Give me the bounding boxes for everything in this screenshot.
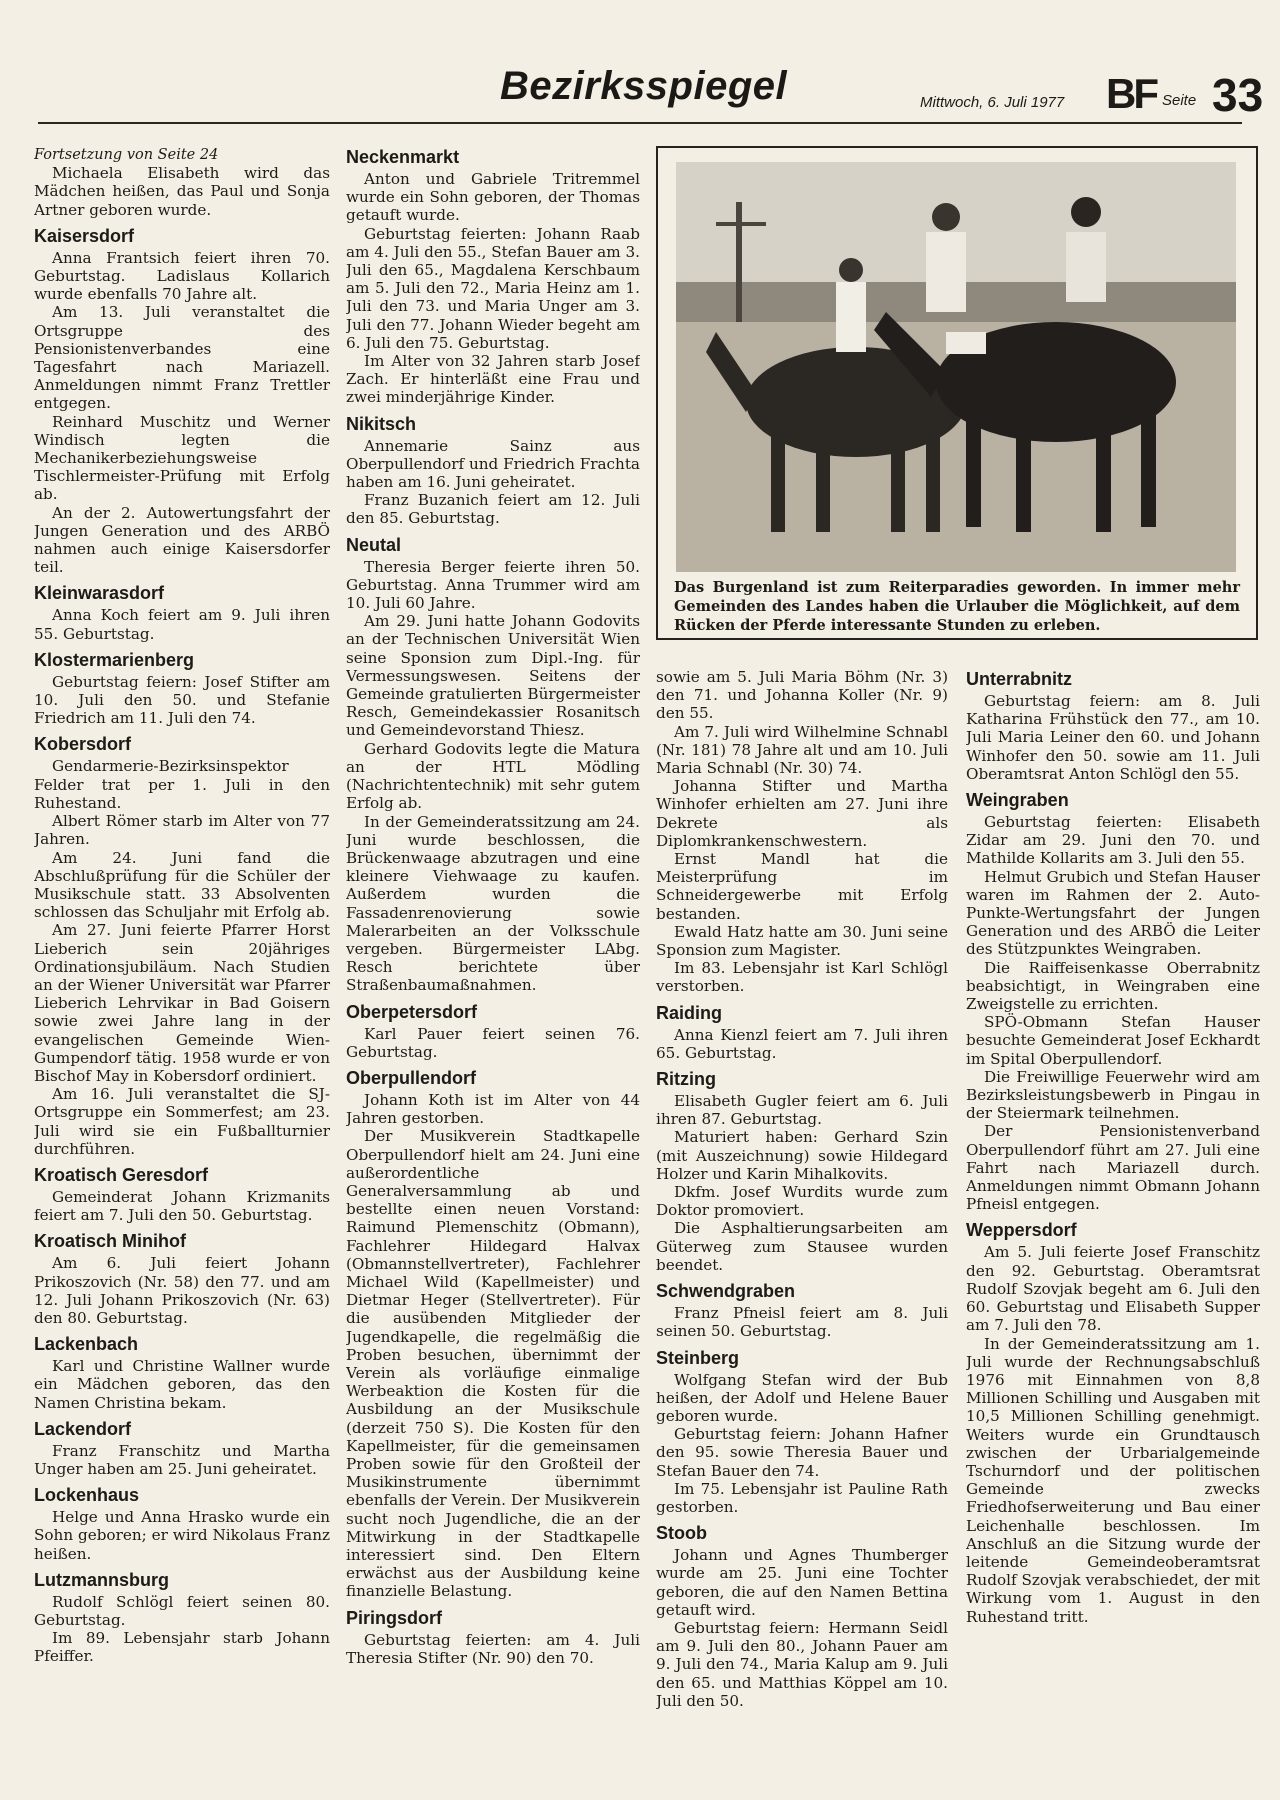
article-paragraph: sowie am 5. Juli Maria Böhm (Nr. 3) den 71. und Johanna Koller (Nr. 9) den 55. — [656, 668, 948, 723]
section-title: Bezirksspiegel — [500, 64, 788, 108]
article-paragraph: Dkfm. Josef Wurdits wurde zum Doktor promoviert. — [656, 1183, 948, 1220]
article-paragraph: Am 16. Juli veranstaltet die SJ-Ortsgruppe ein Sommerfest; am 23. Juli wird sie ein Fußballturnier durchführen. — [34, 1085, 330, 1158]
article-paragraph: In der Gemeinderatssitzung am 24. Juni wurde beschlossen, die Brückenwaage abzutragen und eine kleinere Viehwaage zu kaufen. Außerdem wurden die Fassadenrenovierung sowie Malerarbeiten an der Volksschule vergeben. Bürgermeister LAbg. Resch berichtete über Straßenbaumaßnahmen. — [346, 812, 640, 995]
heading-kroatisch-minihof: Kroatisch Minihof — [34, 1231, 186, 1252]
page-label: Seite — [1162, 92, 1197, 109]
article-paragraph: Annemarie Sainz aus Oberpullendorf und Friedrich Frachta haben am 16. Juni geheiratet. — [346, 436, 640, 492]
article-paragraph: Am 29. Juni hatte Johann Godovits an der Technischen Universität Wien seine Sponsion zum Dipl.-Ing. für Vermessungswesen. Seitens der Gemeinde gratulierten Bürgermeister Resch, Gemeindekassier Rosanitsch und Gemeindevorstand Thiesz. — [346, 612, 640, 740]
article-paragraph: Johann und Agnes Thumberger wurde am 25. Juni eine Tochter geboren, die auf den Namen Bettina getauft wird. — [656, 1546, 948, 1619]
article-paragraph: Am 7. Juli wird Wilhelmine Schnabl (Nr. 181) 78 Jahre alt und am 10. Juli Maria Schnabl (Nr. 30) 74. — [656, 722, 948, 778]
article-paragraph: Johanna Stifter und Martha Winhofer erhielten am 27. Juni ihre Dekrete als Diplomkrankenschwestern. — [656, 777, 948, 850]
article-paragraph: Geburtstag feierten: Johann Raab am 4. Juli den 55., Stefan Bauer am 3. Juli den 65., Magdalena Kerschbaum am 5. Juli den 72., Maria Heinz am 1. Juli den 73. und Maria Unger am 3. Juli den 77. Johann Wieder begeht am 6. Juli den 75. Geburtstag. — [346, 224, 640, 352]
article-paragraph: Helmut Grubich und Stefan Hauser waren im Rahmen der 2. Auto-Punkte-Wertungsfahrt der Jungen Generation und des ARBÖ die Leiter des Stützpunktes Weingraben. — [966, 867, 1260, 959]
article-paragraph: Ernst Mandl hat die Meisterprüfung im Schneidergewerbe mit Erfolg bestanden. — [656, 850, 948, 923]
article-paragraph: Anna Frantsich feiert ihren 70. Geburtstag. Ladislaus Kollarich wurde ebenfalls 70 Jahre alt. — [34, 248, 330, 304]
article-paragraph: Im Alter von 32 Jahren starb Josef Zach. Er hinterläßt eine Frau und zwei minderjährige Kinder. — [346, 352, 640, 407]
article-paragraph: Am 5. Juli feierte Josef Franschitz den 92. Geburtstag. Oberamtsrat Rudolf Szovjak begeht am 6. Juli den 60. Geburtstag und Elisabeth Supper am 7. Juli den 78. — [966, 1243, 1260, 1335]
photo-box — [656, 146, 1258, 640]
article-paragraph: Franz Pfneisl feiert am 8. Juli seinen 50. Geburtstag. — [656, 1304, 948, 1341]
issue-date: Mittwoch, 6. Juli 1977 — [920, 94, 1065, 111]
article-paragraph: Der Musikverein Stadtkapelle Oberpullendorf hielt am 24. Juni eine außerordentliche Generalversammlung ab und bestellte einen neuen Vorstand: Raimund Plemenschitz (Obmann), Fachlehrer Hildegard Halvax (Obmannstellvertreter), Fachlehrer Michael Wild (Kapellmeister) und Dietmar Heger (Stellvertreter). Für die ausübenden Mitglieder der Jugendkapelle, die regelmäßig die Proben besuchen, übernimmt der Verein als vorläufige einmalige Werbeaktion die Kosten für die Ausbildung an der Musikschule (derzeit 750 S). Die Kosten für den Kapellmeister, für die gemeinsamen Proben sowie für den Großteil der Musikinstrumente übernimmt ebenfalls der Verein. Der Musikverein sucht noch Jugendliche, die an der Mitwirkung in der Stadtkapelle interessiert sind. Den Eltern erwächst aus der Ausbildung keine finanzielle Belastung. — [346, 1127, 640, 1601]
horse-riders-photo — [676, 162, 1236, 572]
article-paragraph: Albert Römer starb im Alter von 77 Jahren. — [34, 812, 330, 849]
article-paragraph: Wolfgang Stefan wird der Bub heißen, der Adolf und Helene Bauer geboren wurde. — [656, 1370, 948, 1425]
article-paragraph: In der Gemeinderatssitzung am 1. Juli wurde der Rechnungsabschluß 1976 mit Einnahmen von 8,8 Millionen Schilling und Ausgaben mit 10,5 Millionen Schilling genehmigt. Weiters wurde ein Grundtausch zwischen der Urbarialgemeinde Tschurndorf und der politischen Gemeinde zwecks Friedhofserweiterung und Bau einer Leichenhalle beschlossen. Im Anschluß an die Sitzung wurde der leitende Gemeindeoberamtsrat Rudolf Szovjak verabschiedet, der mit Wirkung vom 1. August in den Ruhestand tritt. — [966, 1334, 1260, 1626]
article-paragraph: Geburtstag feiern: Josef Stifter am 10. Juli den 50. und Stefanie Friedrich am 11. Juli den 74. — [34, 672, 330, 728]
heading-lockenhaus: Lockenhaus — [34, 1485, 140, 1506]
heading-weppersdorf: Weppersdorf — [966, 1220, 1077, 1241]
continuation-note: Fortsetzung von Seite 24 — [34, 147, 219, 163]
article-paragraph: Ewald Hatz hatte am 30. Juni seine Sponsion zum Magister. — [656, 922, 948, 960]
article-paragraph: Im 83. Lebensjahr ist Karl Schlögl verstorben. — [656, 959, 948, 996]
heading-raiding: Raiding — [656, 1002, 722, 1023]
article-paragraph: Gendarmerie-Bezirksinspektor Felder trat per 1. Juli in den Ruhestand. — [34, 757, 330, 812]
heading-nikitsch: Nikitsch — [346, 413, 417, 434]
article-paragraph: Im 89. Lebensjahr starb Johann Pfeiffer. — [34, 1629, 330, 1666]
article-paragraph: Geburtstag feiern: Johann Hafner den 95. sowie Theresia Bauer und Stefan Bauer den 74. — [656, 1425, 948, 1480]
article-paragraph: Maturiert haben: Gerhard Szin (mit Auszeichnung) sowie Hildegard Holzer und Karin Mihalkovits. — [656, 1128, 948, 1183]
heading-kleinwarasdorf: Kleinwarasdorf — [34, 583, 165, 604]
column-2 — [346, 146, 640, 1766]
article-paragraph: Helge und Anna Hrasko wurde ein Sohn geboren; er wird Nikolaus Franz heißen. — [34, 1508, 330, 1563]
article-paragraph: Gerhard Godovits legte die Matura an der HTL Mödling (Nachrichtentechnik) mit sehr gutem Erfolg ab. — [346, 739, 640, 813]
heading-lutzmannsburg: Lutzmannsburg — [34, 1569, 169, 1590]
heading-neckenmarkt: Neckenmarkt — [346, 147, 460, 167]
article-paragraph: Am 13. Juli veranstaltet die Ortsgruppe des Pensionistenverbandes eine Tagesfahrt nach Mariazell. Anmeldungen nimmt Franz Trettler entgegen. — [34, 303, 330, 413]
heading-ritzing: Ritzing — [656, 1069, 716, 1090]
heading-schwendgraben: Schwendgraben — [656, 1281, 796, 1302]
article-paragraph: An der 2. Autowertungsfahrt der Jungen Generation und des ARBÖ nahmen auch einige Kaisersdorfer teil. — [34, 503, 330, 577]
article-paragraph: Reinhard Muschitz und Werner Windisch legten die Mechanikerbeziehungsweise Tischlermeister-Prüfung mit Erfolg ab. — [34, 412, 330, 504]
article-paragraph: Franz Franschitz und Martha Unger haben am 25. Juni geheiratet. — [34, 1441, 330, 1478]
heading-steinberg: Steinberg — [656, 1347, 740, 1368]
article-paragraph: Karl und Christine Wallner wurde ein Mädchen geboren, das den Namen Christina bekam. — [34, 1357, 330, 1412]
article-paragraph: Der Pensionistenverband Oberpullendorf führt am 27. Juli eine Fahrt nach Mariazell durch. Anmeldungen nimmt Obmann Johann Pfneisl entgegen. — [966, 1122, 1260, 1214]
article-paragraph: Karl Pauer feiert seinen 76. Geburtstag. — [346, 1024, 640, 1061]
photo-caption: Das Burgenland ist zum Reiterparadies geworden. In immer mehr Gemeinden des Landes haben die Urlauber die Möglichkeit, auf dem Rücken der Pferde interessante Stunden zu erleben. — [674, 579, 1240, 634]
article-paragraph: Gemeinderat Johann Krizmanits feiert am 7. Juli den 50. Geburtstag. — [34, 1187, 330, 1225]
newspaper-logo: BF — [1106, 70, 1156, 117]
article-paragraph: Am 27. Juni feierte Pfarrer Horst Lieberich sein 20jähriges Ordinationsjubiläum. Nach Studien an der Wiener Universität war Pfarrer Lieberich Lehrvikar in Bad Goisern sowie zwei Jahre lang in der evangelischen Gemeinde Wien-Gumpendorf tätig. 1958 wurde er von Bischof May in Kobersdorf ordiniert. — [34, 921, 330, 1085]
article-paragraph: Elisabeth Gugler feiert am 6. Juli ihren 87. Geburtstag. — [656, 1092, 948, 1129]
column-4 — [966, 668, 1260, 1768]
article-paragraph: Anna Kienzl feiert am 7. Juli ihren 65. Geburtstag. — [656, 1025, 948, 1062]
article-paragraph: Geburtstag feierten: Elisabeth Zidar am 29. Juni den 70. und Mathilde Kollarits am 3. Juli den 55. — [966, 813, 1260, 868]
column-3 — [656, 668, 948, 1768]
heading-neutal: Neutal — [346, 534, 402, 555]
article-paragraph: Johann Koth ist im Alter von 44 Jahren gestorben. — [346, 1090, 640, 1128]
article-paragraph: Am 6. Juli feiert Johann Prikoszovich (Nr. 58) den 77. und am 12. Juli Johann Prikoszovich (Nr. 63) den 80. Geburtstag. — [34, 1254, 330, 1327]
horse-riders-illustration — [676, 162, 1236, 572]
heading-lackenbach: Lackenbach — [34, 1334, 139, 1355]
masthead — [38, 60, 1264, 124]
heading-oberpetersdorf: Oberpetersdorf — [346, 1001, 478, 1022]
heading-piringsdorf: Piringsdorf — [346, 1607, 443, 1628]
article-paragraph: Am 24. Juni fand die Abschlußprüfung für die Schüler der Musikschule statt. 33 Absolventen schlossen das Schuljahr mit Erfolg ab. — [34, 848, 330, 922]
heading-oberpullendorf: Oberpullendorf — [346, 1067, 476, 1088]
article-paragraph: Geburtstag feierten: am 4. Juli Theresia Stifter (Nr. 90) den 70. — [346, 1630, 640, 1667]
heading-kroatisch-geresdorf: Kroatisch Geresdorf — [34, 1164, 209, 1185]
article-paragraph: Franz Buzanich feiert am 12. Juli den 85. Geburtstag. — [346, 491, 640, 528]
heading-unterrabnitz: Unterrabnitz — [966, 669, 1073, 689]
article-paragraph: Die Raiffeisenkasse Oberrabnitz beabsichtigt, in Weingraben eine Zweigstelle zu errichten. — [966, 958, 1260, 1014]
heading-kaisersdorf: Kaisersdorf — [34, 225, 135, 246]
article-paragraph: Anton und Gabriele Tritremmel wurde ein Sohn geboren, der Thomas getauft wurde. — [346, 170, 640, 225]
heading-stoob: Stoob — [656, 1523, 707, 1544]
article-paragraph: Die Asphaltierungsarbeiten am Güterweg zum Stausee wurden beendet. — [656, 1219, 948, 1274]
page-number: 33 — [1212, 69, 1264, 121]
article-paragraph: Geburtstag feiern: am 8. Juli Katharina Frühstück den 77., am 10. Juli Maria Leiner den 60. und Johann Winhofer den 50. sowie am 11. Juli Oberamtsrat Anton Schlögl den 55. — [966, 692, 1260, 783]
heading-weingraben: Weingraben — [966, 790, 1069, 811]
article-paragraph: SPÖ-Obmann Stefan Hauser besuchte Gemeinderat Josef Eckhardt im Spital Oberpullendorf. — [966, 1013, 1260, 1068]
article-paragraph: Im 75. Lebensjahr ist Pauline Rath gestorben. — [656, 1479, 948, 1516]
heading-klostermarienberg: Klostermarienberg — [34, 649, 195, 670]
heading-kobersdorf: Kobersdorf — [34, 734, 132, 755]
article-paragraph: Die Freiwillige Feuerwehr wird am Bezirksleistungsbewerb in Pingau in der Steiermark teilnehmen. — [966, 1067, 1260, 1123]
article-paragraph: Theresia Berger feierte ihren 50. Geburtstag. Anna Trummer wird am 10. Juli 60 Jahre. — [346, 557, 640, 613]
article-paragraph: Michaela Elisabeth wird das Mädchen heißen, das Paul und Sonja Artner geboren wurde. — [34, 164, 330, 219]
article-paragraph: Anna Koch feiert am 9. Juli ihren 55. Geburtstag. — [34, 606, 330, 643]
article-paragraph: Rudolf Schlögl feiert seinen 80. Geburtstag. — [34, 1592, 330, 1629]
column-1 — [34, 146, 330, 1766]
article-paragraph: Geburtstag feiern: Hermann Seidl am 9. Juli den 80., Johann Pauer am 9. Juli den 74., Maria Kalup am 9. Juli den 65. und Matthias Köppel am 10. Juli den 50. — [656, 1618, 948, 1710]
heading-lackendorf: Lackendorf — [34, 1418, 132, 1439]
